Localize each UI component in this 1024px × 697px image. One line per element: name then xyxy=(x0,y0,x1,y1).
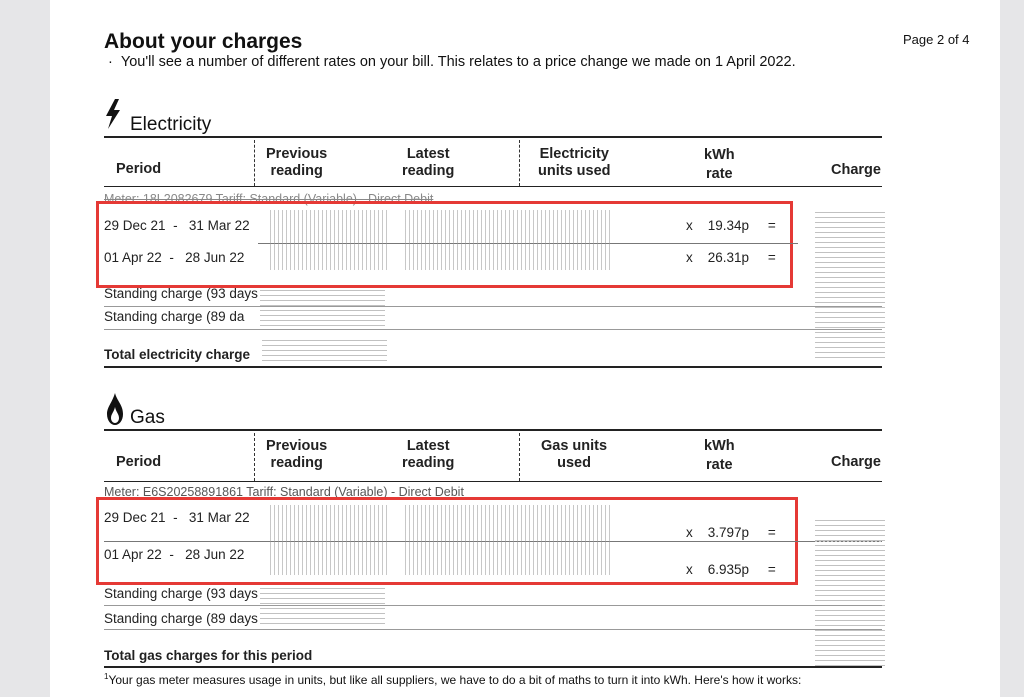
page-number: Page 2 of 4 xyxy=(903,32,970,47)
redacted-charge xyxy=(815,212,885,362)
redacted-previous xyxy=(270,505,390,575)
col-charge: Charge xyxy=(831,162,881,178)
divider xyxy=(104,666,882,668)
standing-charge: Standing charge (89 da xyxy=(104,309,245,324)
col-previous: Previous reading xyxy=(266,146,328,179)
col-units: Electricity units used xyxy=(538,146,611,179)
divider xyxy=(104,481,882,482)
col-latest: Latest reading xyxy=(402,146,455,179)
page-title: About your charges xyxy=(104,30,303,53)
meter-info: Meter: 18L2082679 Tariff: Standard (Variable) - Direct Debit xyxy=(104,192,434,206)
electricity-heading: Electricity xyxy=(130,114,212,135)
col-period: Period xyxy=(116,454,162,470)
intro-bullet xyxy=(108,54,796,70)
redacted-latest-units xyxy=(405,505,610,575)
intro-text: You'll see a number of different rates on your bill. This relates to a price change we made on 1 April 2022. xyxy=(120,54,796,70)
flame-icon xyxy=(106,393,124,425)
standing-charge: Standing charge (93 days xyxy=(104,286,258,301)
table-row: 01 Apr 22 - 28 Jun 22 xyxy=(104,547,245,562)
col-units: Gas units used xyxy=(541,438,608,471)
rate-value: x 6.935p = xyxy=(686,562,776,577)
total-gas: Total gas charges for this period xyxy=(104,648,313,663)
divider xyxy=(104,629,882,630)
rate-value: x 3.797p = xyxy=(686,525,776,540)
redacted-charge xyxy=(815,520,885,670)
divider xyxy=(104,329,882,330)
redacted xyxy=(262,340,387,364)
gas-heading: Gas xyxy=(130,407,165,428)
col-period: Period xyxy=(116,161,162,177)
divider xyxy=(104,186,882,187)
rate-value: x 19.34p = xyxy=(686,218,776,233)
col-latest: Latest reading xyxy=(402,438,455,471)
footnote: $^1$Your gas meter measures usage in units, but like all suppliers, we have to do a bit of maths to turn it into kWh. Here's how it works: xyxy=(104,672,802,687)
rate-value: x 26.31p = xyxy=(686,250,776,265)
divider xyxy=(104,306,882,307)
table-row: 29 Dec 21 - 31 Mar 22 xyxy=(104,510,250,525)
divider xyxy=(104,605,882,606)
divider xyxy=(104,136,882,138)
total-electricity: Total electricity charge xyxy=(104,347,251,362)
divider xyxy=(104,429,882,431)
divider xyxy=(519,140,520,186)
redacted xyxy=(260,290,385,326)
col-previous: Previous reading xyxy=(266,438,328,471)
divider xyxy=(254,433,255,481)
redacted xyxy=(260,588,385,628)
divider xyxy=(104,366,882,368)
redacted-latest-units xyxy=(405,210,610,270)
divider xyxy=(519,433,520,481)
col-charge: Charge xyxy=(831,454,881,470)
standing-charge: Standing charge (89 days xyxy=(104,611,258,626)
redacted-previous xyxy=(270,210,390,270)
standing-charge: Standing charge (93 days xyxy=(104,586,258,601)
col-rate: kWh rate xyxy=(704,438,735,473)
lightning-icon xyxy=(104,99,122,129)
meter-info: Meter: E6S20258891861 Tariff: Standard (Variable) - Direct Debit xyxy=(104,485,464,499)
divider xyxy=(254,140,255,186)
table-row: 01 Apr 22 - 28 Jun 22 xyxy=(104,250,245,265)
bullet-icon: · xyxy=(108,54,121,70)
col-rate: kWh rate xyxy=(704,147,735,182)
table-row: 29 Dec 21 - 31 Mar 22 xyxy=(104,218,250,233)
